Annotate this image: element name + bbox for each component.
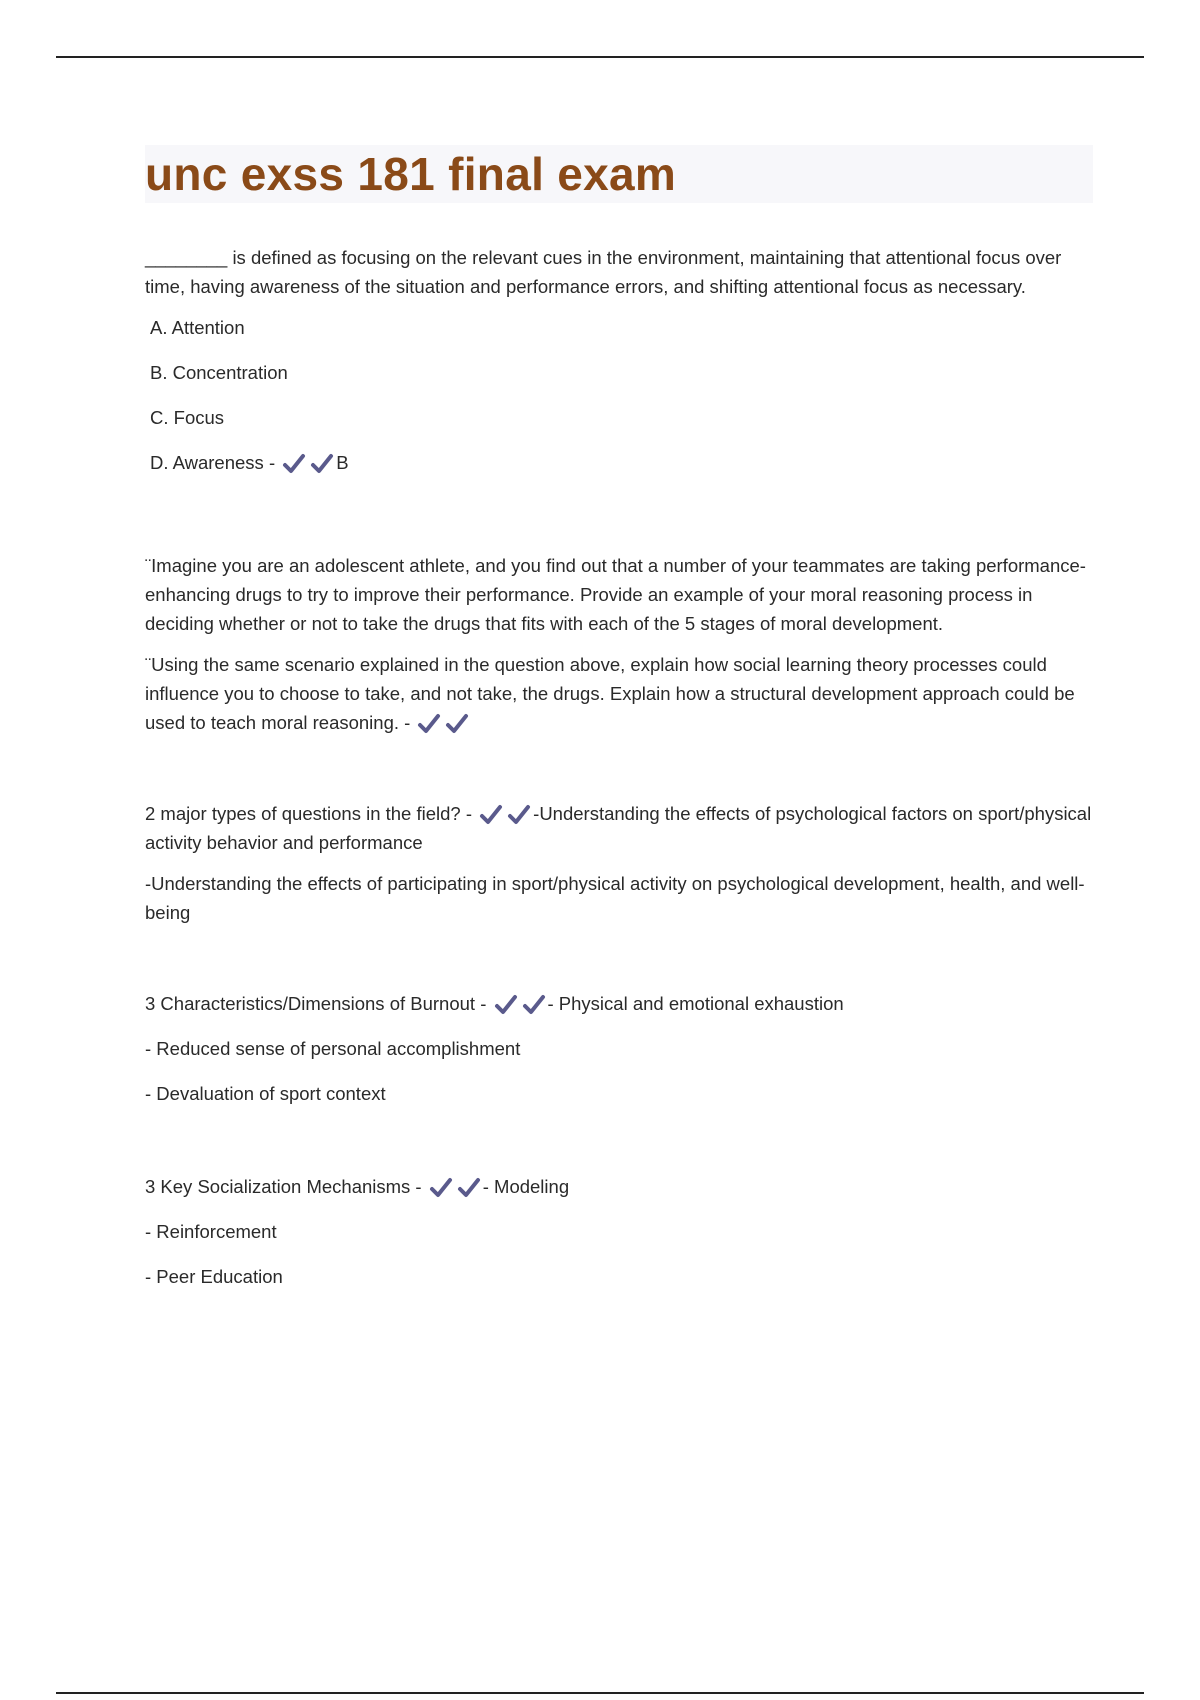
check-icon: [310, 453, 334, 475]
question-2-para-2: [145, 650, 1093, 737]
option-a: A. Attention: [150, 317, 245, 338]
question-3-answer-1: -Understanding the effects of psychological factors on sport/physical activity behavior and performance: [145, 803, 1092, 853]
option-d: [150, 448, 1093, 477]
page-title: unc exss 181 final exam: [145, 148, 677, 200]
check-icon: [522, 994, 546, 1016]
question-4-label: 3 Characteristics/Dimensions of Burnout -: [145, 993, 487, 1014]
question-3-label: 2 major types of questions in the field? -: [145, 803, 473, 824]
question-3-answer-2: -Understanding the effects of participating in sport/physical activity on psychological development, health, and well-being: [145, 873, 1085, 923]
question-1-text: ________ is defined as focusing on the relevant cues in the environment, maintaining that attentional focus over time, having awareness of the situation and performance errors, and shifting attentional focus as necessary.: [145, 247, 1062, 297]
check-icon: [507, 804, 531, 826]
question-5-label: 3 Key Socialization Mechanisms -: [145, 1176, 422, 1197]
question-2-para-1: ¨Imagine you are an adolescent athlete, and you find out that a number of your teammates are taking performance-enhancing drugs to try to improve their performance. Provide an example of your moral reasoning process in deciding whether or not to take the drugs that fits with each of the 5 stages of moral development.: [145, 555, 1086, 634]
answer-1: B: [336, 452, 349, 473]
check-icon: [479, 804, 503, 826]
check-icon: [282, 453, 306, 475]
question-4-answer-2: - Reduced sense of personal accomplishment: [145, 1038, 521, 1059]
question-4: [145, 989, 1093, 1108]
question-2-para-2-text: ¨Using the same scenario explained in the question above, explain how social learning theory processes could influence you to choose to take, and not take, the drugs. Explain how a structural development approach could be used to teach moral reasoning. -: [145, 654, 1075, 733]
question-5-answer-1: - Modeling: [482, 1176, 570, 1197]
title-banner: [145, 145, 1093, 203]
question-5-answer-3: - Peer Education: [145, 1266, 283, 1287]
question-5-text: [145, 1172, 1093, 1201]
option-c: C. Focus: [150, 407, 225, 428]
top-rule: [56, 56, 1144, 58]
question-5-answer-2: - Reinforcement: [145, 1221, 277, 1242]
option-b: B. Concentration: [150, 362, 288, 383]
question-4-answer-3: - Devaluation of sport context: [145, 1083, 386, 1104]
question-1: [145, 243, 1093, 477]
document-page: [145, 145, 1093, 1303]
check-icon: [417, 713, 441, 735]
question-4-answer-1: - Physical and emotional exhaustion: [547, 993, 844, 1014]
check-icon: [429, 1177, 453, 1199]
question-3-text: [145, 799, 1093, 857]
check-icon: [445, 713, 469, 735]
option-d-label: D. Awareness -: [150, 452, 276, 473]
bottom-rule: [56, 1692, 1144, 1694]
question-2: [145, 551, 1093, 737]
question-4-text: [145, 989, 1093, 1018]
question-5: [145, 1172, 1093, 1291]
check-icon: [457, 1177, 481, 1199]
question-3: [145, 799, 1093, 927]
check-icon: [494, 994, 518, 1016]
